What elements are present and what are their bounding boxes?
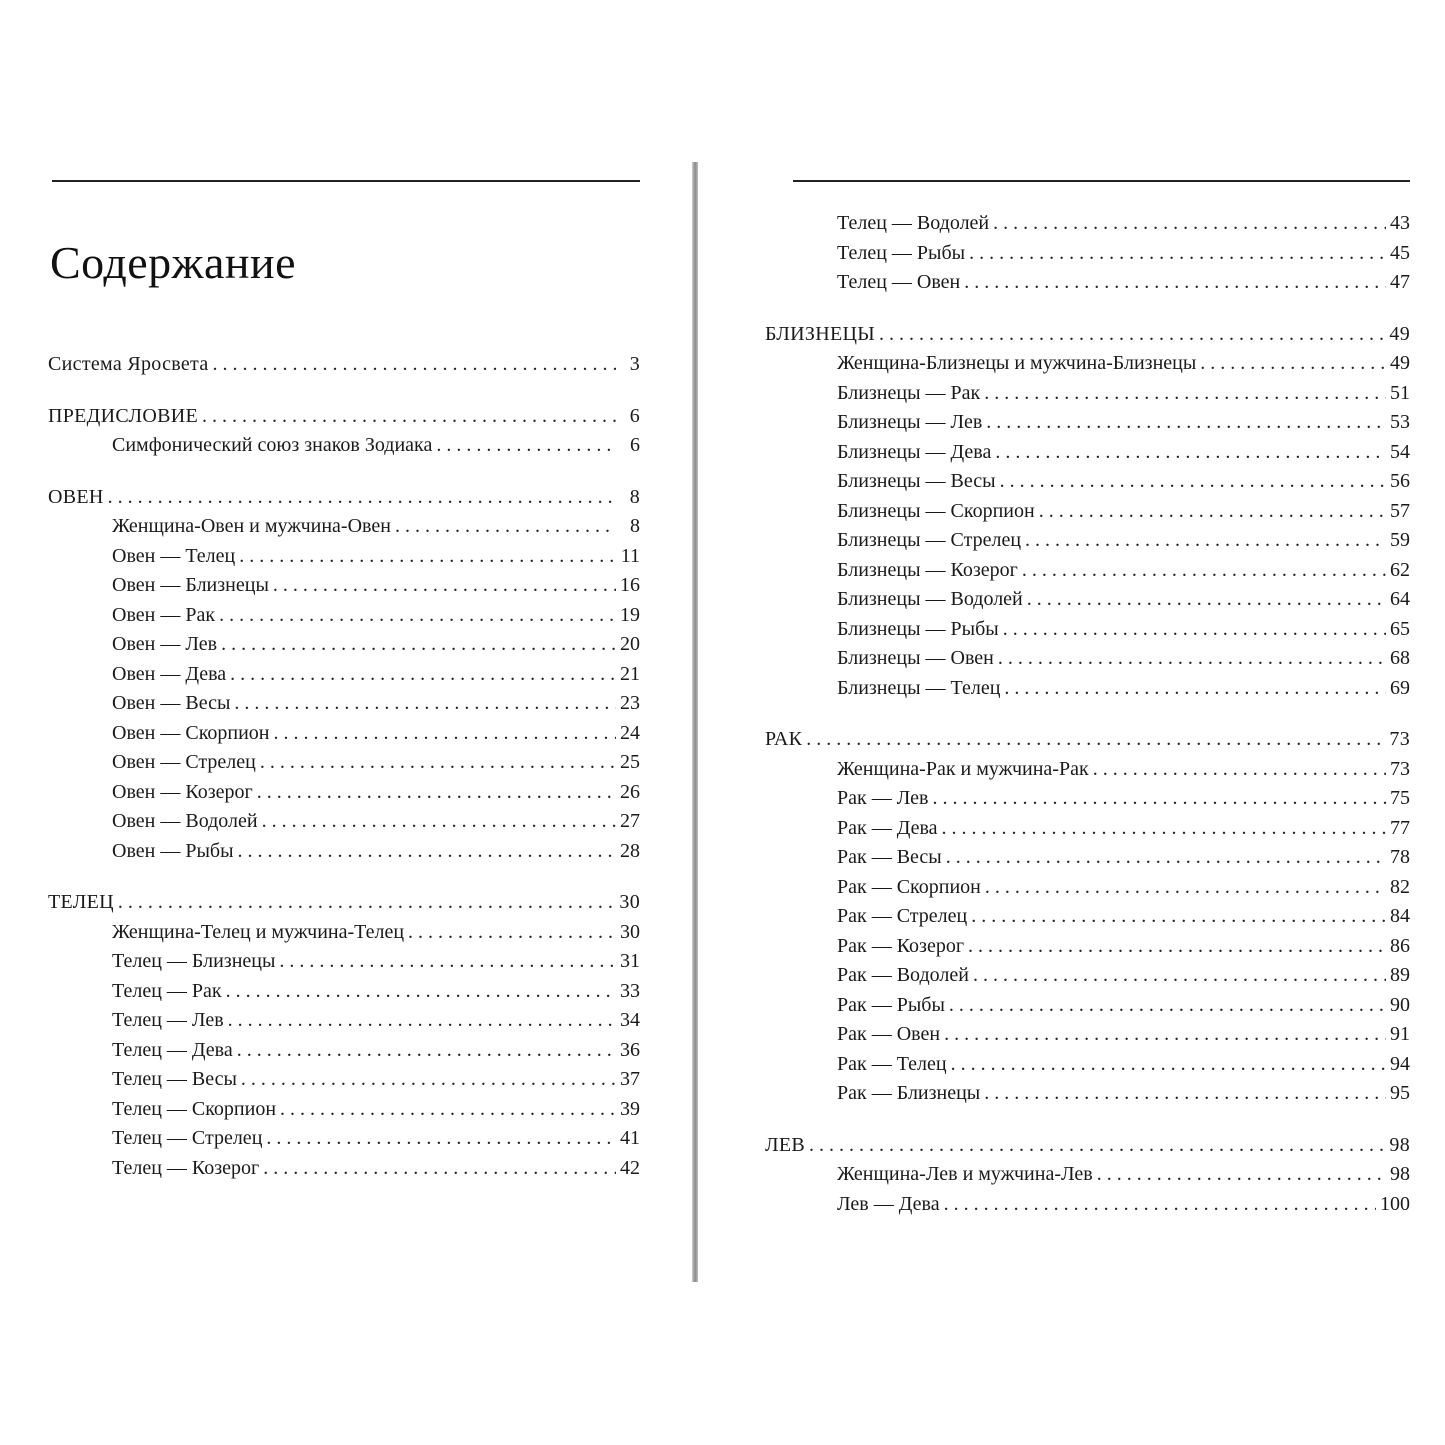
toc-entry[interactable] — [48, 574, 640, 604]
dot-leader — [273, 574, 616, 597]
toc-entry-label: Рак — Рыбы — [837, 993, 945, 1016]
toc-entry-label: Телец — Рыбы — [837, 241, 966, 264]
toc-entry[interactable] — [48, 781, 640, 811]
toc-page-number: 11 — [620, 544, 640, 567]
toc-entry[interactable] — [765, 964, 1410, 994]
toc-entry[interactable] — [48, 1157, 640, 1187]
toc-section-entry[interactable] — [765, 323, 1410, 353]
dot-leader — [1039, 500, 1386, 523]
toc-page-number: 21 — [620, 662, 640, 685]
dot-leader — [969, 242, 1386, 265]
book-gutter — [692, 162, 698, 1282]
toc-entry-label: Рак — Телец — [837, 1052, 947, 1075]
toc-entry-label: Близнецы — Телец — [837, 676, 1001, 699]
toc-entry-label: Женщина-Овен и мужчина-Овен — [112, 515, 391, 537]
dot-leader — [1004, 677, 1386, 700]
toc-page-number: 23 — [620, 692, 640, 714]
toc-entry-label: Овен — Скорпион — [112, 721, 270, 744]
toc-entry[interactable] — [765, 500, 1410, 530]
toc-section — [48, 486, 640, 870]
dot-leader — [262, 810, 616, 833]
toc-entry-label: Рак — Стрелец — [837, 905, 968, 927]
toc-page-number: 31 — [620, 950, 640, 972]
dot-leader — [986, 411, 1386, 434]
toc-entry[interactable] — [765, 212, 1410, 242]
toc-page-number: 6 — [630, 434, 640, 456]
toc-page-number: 19 — [620, 603, 640, 626]
toc-entry-label: Близнецы — Рыбы — [837, 617, 999, 640]
toc-entry[interactable] — [48, 1068, 640, 1098]
toc-page-number: 42 — [620, 1156, 640, 1179]
toc-entry[interactable] — [48, 1098, 640, 1128]
toc-entry-label: Близнецы — Скорпион — [837, 499, 1035, 522]
toc-page-number: 39 — [620, 1097, 640, 1120]
toc-entry-label: Овен — Близнецы — [112, 574, 269, 596]
dot-leader — [395, 515, 616, 538]
toc-page-number: 25 — [620, 751, 640, 773]
dot-leader — [1097, 1163, 1386, 1186]
toc-entry[interactable] — [765, 411, 1410, 441]
toc-section-entry[interactable] — [48, 353, 640, 383]
toc-entry-label: ПРЕДИСЛОВИЕ — [48, 404, 199, 427]
toc-page-number: 84 — [1390, 905, 1410, 927]
toc-page-number: 78 — [1390, 846, 1410, 868]
toc-entry[interactable] — [765, 994, 1410, 1024]
dot-leader — [221, 633, 616, 656]
toc-entry[interactable] — [48, 545, 640, 575]
toc-entry[interactable] — [765, 441, 1410, 471]
toc-entry[interactable] — [765, 647, 1410, 677]
toc-entry[interactable] — [48, 692, 640, 722]
dot-leader — [984, 382, 1386, 405]
dot-leader — [408, 921, 616, 944]
dot-leader — [257, 781, 616, 804]
toc-entry-label: Овен — Водолей — [112, 810, 258, 832]
dot-leader — [964, 271, 1386, 294]
toc-page-number: 30 — [619, 891, 640, 913]
toc-page-number: 68 — [1390, 647, 1410, 669]
toc-entry-label: Овен — Рыбы — [112, 839, 234, 862]
dot-leader — [237, 1039, 616, 1062]
toc-page-number: 6 — [629, 404, 640, 427]
toc-entry[interactable] — [48, 604, 640, 634]
dot-leader — [942, 817, 1386, 840]
dot-leader — [279, 950, 616, 973]
toc-page-number: 53 — [1390, 411, 1410, 433]
toc-entry-label: Близнецы — Весы — [837, 470, 996, 492]
toc-entry-label: Рак — Дева — [837, 816, 938, 839]
toc-page-number: 57 — [1390, 499, 1410, 522]
toc-page-number: 26 — [620, 780, 640, 803]
toc-entry-label: Овен — Весы — [112, 692, 231, 714]
dot-leader — [944, 1193, 1376, 1216]
toc-section-entry[interactable] — [48, 405, 640, 435]
toc-page-number: 62 — [1390, 558, 1410, 581]
toc-entry[interactable] — [765, 817, 1410, 847]
dot-leader — [806, 728, 1385, 751]
toc-page-number: 41 — [620, 1127, 640, 1149]
table-of-contents-left — [48, 353, 640, 1208]
toc-page-number: 34 — [620, 1009, 640, 1031]
toc-page-number: 30 — [620, 920, 640, 943]
toc-entry-label: Рак — Козерог — [837, 934, 965, 957]
dot-leader — [971, 905, 1386, 928]
toc-entry-label: Овен — Дева — [112, 662, 227, 685]
toc-section — [765, 212, 1410, 301]
toc-entry[interactable] — [48, 722, 640, 752]
toc-entry[interactable] — [765, 382, 1410, 412]
toc-entry-label: Телец — Близнецы — [112, 950, 276, 972]
toc-entry-label: Овен — Лев — [112, 633, 218, 655]
toc-entry[interactable] — [765, 905, 1410, 935]
toc-page-number: 56 — [1390, 470, 1410, 492]
toc-page-number: 86 — [1390, 934, 1410, 957]
dot-leader — [995, 441, 1386, 464]
toc-entry-label: Овен — Телец — [112, 544, 236, 567]
toc-entry[interactable] — [765, 529, 1410, 559]
dot-leader — [228, 1009, 616, 1032]
dot-leader — [1025, 529, 1386, 552]
dot-leader — [280, 1098, 616, 1121]
toc-entry[interactable] — [765, 1193, 1410, 1223]
toc-entry-label: Рак — Овен — [837, 1023, 941, 1045]
toc-entry-label: Женщина-Лев и мужчина-Лев — [837, 1163, 1093, 1185]
toc-entry[interactable] — [765, 352, 1410, 382]
toc-entry-label: Близнецы — Козерог — [837, 558, 1018, 581]
toc-page-number: 49 — [1389, 322, 1410, 345]
toc-page-number: 77 — [1390, 816, 1410, 839]
top-rule — [793, 180, 1410, 182]
toc-entry-label: Телец — Стрелец — [112, 1127, 263, 1149]
toc-page-number: 3 — [629, 353, 640, 375]
toc-page-number: 16 — [620, 574, 640, 596]
toc-section-entry[interactable] — [765, 728, 1410, 758]
toc-page-number: 36 — [620, 1038, 640, 1061]
toc-page-number: 100 — [1380, 1192, 1410, 1215]
toc-entry[interactable] — [48, 663, 640, 693]
toc-entry[interactable] — [765, 935, 1410, 965]
dot-leader — [1022, 559, 1386, 582]
toc-page-number: 91 — [1390, 1023, 1410, 1045]
toc-page-number: 51 — [1390, 381, 1410, 404]
toc-page-number: 8 — [629, 485, 640, 508]
toc-entry[interactable] — [48, 515, 640, 545]
toc-entry[interactable] — [765, 758, 1410, 788]
dot-leader — [436, 434, 616, 457]
toc-entry[interactable] — [765, 588, 1410, 618]
toc-entry-label: Близнецы — Водолей — [837, 588, 1023, 610]
toc-entry[interactable] — [765, 559, 1410, 589]
toc-page-number: 89 — [1390, 964, 1410, 986]
toc-entry-label: Близнецы — Лев — [837, 411, 983, 433]
toc-page-number: 45 — [1390, 241, 1410, 264]
toc-section — [765, 323, 1410, 707]
toc-entry[interactable] — [765, 677, 1410, 707]
toc-entry[interactable] — [48, 1039, 640, 1069]
toc-entry-label: ТЕЛЕЦ — [48, 891, 114, 913]
toc-page-number: 28 — [620, 839, 640, 862]
toc-page-number: 75 — [1390, 787, 1410, 809]
dot-leader — [984, 1082, 1386, 1105]
toc-page-number: 64 — [1390, 588, 1410, 610]
dot-leader — [951, 1053, 1386, 1076]
toc-section-entry[interactable] — [765, 1134, 1410, 1164]
toc-entry[interactable] — [48, 1009, 640, 1039]
toc-entry-label: Телец — Водолей — [837, 212, 990, 234]
toc-entry[interactable] — [765, 242, 1410, 272]
toc-entry[interactable] — [765, 876, 1410, 906]
toc-entry-label: ЛЕВ — [765, 1133, 806, 1156]
toc-page-number: 47 — [1390, 271, 1410, 293]
toc-entry-label: Женщина-Рак и мужчина-Рак — [837, 757, 1089, 780]
toc-entry[interactable] — [48, 434, 640, 464]
toc-entry-label: Рак — Близнецы — [837, 1082, 981, 1104]
toc-entry[interactable] — [765, 1023, 1410, 1053]
toc-section — [765, 1134, 1410, 1223]
dot-leader — [949, 994, 1386, 1017]
toc-page-number: 8 — [630, 515, 640, 537]
toc-entry-label: Женщина-Телец и мужчина-Телец — [112, 920, 405, 943]
dot-leader — [274, 722, 617, 745]
toc-page-number: 82 — [1390, 875, 1410, 898]
toc-entry-label: Близнецы — Стрелец — [837, 529, 1022, 551]
toc-entry-label: Симфонический союз знаков Зодиака — [112, 434, 433, 456]
toc-entry[interactable] — [48, 810, 640, 840]
dot-leader — [213, 353, 616, 376]
dot-leader — [1093, 758, 1386, 781]
dot-leader — [108, 486, 616, 509]
toc-page-number: 98 — [1389, 1133, 1410, 1156]
dot-leader — [263, 1157, 616, 1180]
dot-leader — [266, 1127, 616, 1150]
toc-page-number: 33 — [620, 979, 640, 1002]
toc-entry-label: ОВЕН — [48, 485, 104, 508]
dot-leader — [238, 840, 616, 863]
dot-leader — [202, 405, 616, 428]
toc-entry-label: Система Яросвета — [48, 353, 209, 375]
toc-entry[interactable] — [48, 751, 640, 781]
top-rule — [52, 180, 640, 182]
dot-leader — [118, 891, 615, 914]
toc-entry-label: Близнецы — Дева — [837, 440, 992, 463]
toc-entry[interactable] — [48, 950, 640, 980]
dot-leader — [234, 692, 616, 715]
toc-entry[interactable] — [765, 1053, 1410, 1083]
dot-leader — [230, 663, 616, 686]
dot-leader — [993, 212, 1386, 235]
toc-page-number: 24 — [620, 721, 640, 744]
toc-entry-label: Рак — Водолей — [837, 964, 969, 986]
dot-leader — [932, 787, 1386, 810]
toc-entry[interactable] — [765, 618, 1410, 648]
toc-page-number: 54 — [1390, 440, 1410, 463]
dot-leader — [239, 545, 616, 568]
toc-page-number: 98 — [1390, 1163, 1410, 1185]
toc-page-number: 73 — [1389, 728, 1410, 750]
toc-entry-label: Овен — Козерог — [112, 780, 253, 803]
toc-entry[interactable] — [48, 633, 640, 663]
toc-page-number: 27 — [620, 810, 640, 832]
toc-entry-label: Телец — Козерог — [112, 1156, 260, 1179]
toc-page-number: 95 — [1390, 1082, 1410, 1104]
toc-entry-label: Овен — Стрелец — [112, 751, 256, 773]
toc-entry-label: Телец — Весы — [112, 1068, 237, 1090]
toc-page-number: 73 — [1390, 757, 1410, 780]
toc-entry[interactable] — [765, 787, 1410, 817]
toc-entry-label: Овен — Рак — [112, 603, 216, 626]
toc-section — [48, 405, 640, 464]
toc-section — [48, 353, 640, 383]
dot-leader — [944, 1023, 1386, 1046]
dot-leader — [946, 846, 1386, 869]
dot-leader — [241, 1068, 616, 1091]
toc-entry-label: Телец — Овен — [837, 271, 961, 293]
toc-entry-label: БЛИЗНЕЦЫ — [765, 322, 875, 345]
toc-section — [765, 728, 1410, 1112]
toc-page-number: 90 — [1390, 993, 1410, 1016]
toc-page-number: 49 — [1390, 352, 1410, 374]
toc-entry-label: Телец — Рак — [112, 979, 222, 1002]
toc-page-number: 37 — [620, 1068, 640, 1090]
toc-entry-label: Женщина-Близнецы и мужчина-Близнецы — [837, 352, 1197, 374]
toc-section — [48, 891, 640, 1186]
toc-entry[interactable] — [48, 921, 640, 951]
toc-entry[interactable] — [765, 1082, 1410, 1112]
toc-entry-label: Телец — Лев — [112, 1009, 224, 1031]
table-of-contents-right — [765, 212, 1410, 1244]
dot-leader — [219, 604, 616, 627]
toc-page-number: 43 — [1390, 212, 1410, 234]
toc-entry[interactable] — [765, 846, 1410, 876]
toc-page-number: 94 — [1390, 1052, 1410, 1075]
toc-page-number: 65 — [1390, 617, 1410, 640]
toc-page-number: 69 — [1390, 676, 1410, 699]
dot-leader — [973, 964, 1386, 987]
toc-entry[interactable] — [765, 271, 1410, 301]
toc-page-number: 59 — [1390, 529, 1410, 551]
dot-leader — [226, 980, 616, 1003]
toc-entry-label: Лев — Дева — [837, 1192, 940, 1215]
toc-section-entry[interactable] — [48, 891, 640, 921]
dot-leader — [1000, 470, 1386, 493]
toc-entry[interactable] — [765, 1163, 1410, 1193]
toc-entry-label: РАК — [765, 728, 803, 750]
dot-leader — [998, 647, 1386, 670]
dot-leader — [968, 935, 1386, 958]
toc-entry-label: Близнецы — Рак — [837, 381, 981, 404]
dot-leader — [809, 1134, 1385, 1157]
toc-entry-label: Телец — Скорпион — [112, 1097, 277, 1120]
toc-entry-label: Близнецы — Овен — [837, 647, 994, 669]
toc-entry[interactable] — [48, 980, 640, 1010]
dot-leader — [1200, 352, 1386, 375]
toc-entry[interactable] — [765, 470, 1410, 500]
toc-entry-label: Рак — Лев — [837, 787, 929, 809]
toc-entry[interactable] — [48, 1127, 640, 1157]
dot-leader — [879, 323, 1385, 346]
dot-leader — [985, 876, 1386, 899]
page-title: Содержание — [50, 237, 297, 288]
toc-section-entry[interactable] — [48, 486, 640, 516]
toc-entry-label: Рак — Весы — [837, 846, 942, 868]
dot-leader — [260, 751, 616, 774]
toc-entry[interactable] — [48, 840, 640, 870]
dot-leader — [1003, 618, 1386, 641]
dot-leader — [1027, 588, 1386, 611]
toc-page-number: 20 — [620, 633, 640, 655]
toc-entry-label: Телец — Дева — [112, 1038, 233, 1061]
toc-entry-label: Рак — Скорпион — [837, 875, 981, 898]
